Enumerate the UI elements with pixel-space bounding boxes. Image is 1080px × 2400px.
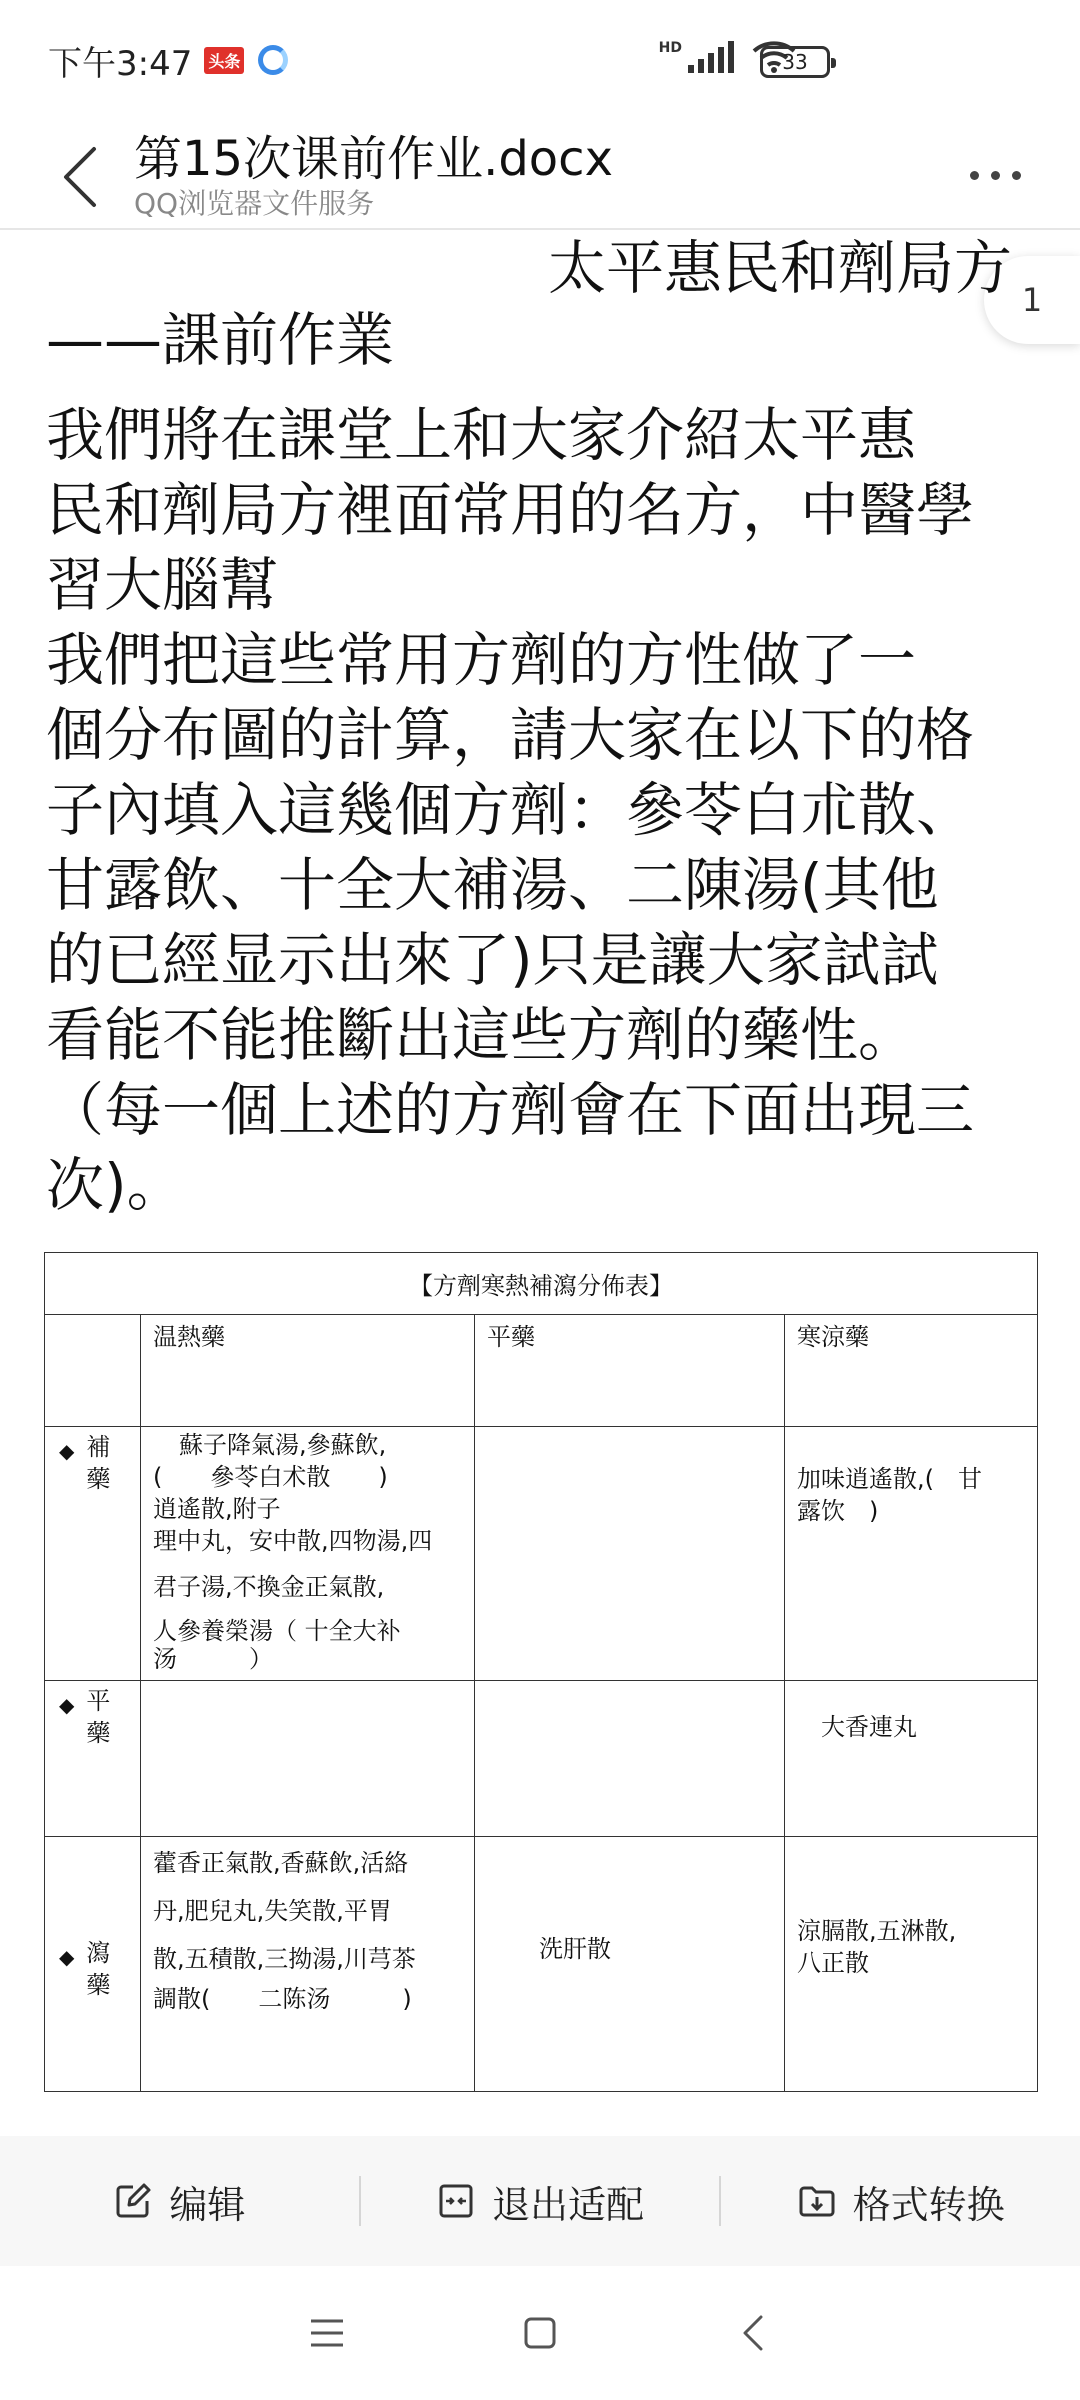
cell-neutral-warm [141,1681,475,1837]
battery-level: 33 [782,50,808,74]
cell-line: ( 參苓白术散 ) [153,1463,388,1491]
cell-line: 調散( 二陈汤 ) [153,1985,412,2013]
cell-line: 人參養榮湯（ 十全大补 [153,1617,401,1645]
format-convert-button[interactable] [721,2136,1080,2266]
doc-title: 太平惠民和劑局方 [547,234,1012,302]
paragraph-line: 個分布圖的計算，請大家在以下的格 [46,701,975,769]
cell-line: 蘇子降氣湯,參蘇飲, [179,1431,387,1459]
paragraph-line: 我們將在課堂上和大家介紹太平惠 [46,401,917,469]
fit-screen-icon [436,2181,476,2221]
column-header-neutral [475,1315,785,1427]
cell-line: 汤 ） [153,1645,273,1673]
exit-fit-button[interactable] [361,2136,720,2266]
app-header [0,120,1080,228]
cell-line: 加味逍遙散,( 甘 [797,1465,982,1493]
back-button[interactable] [40,132,120,222]
column-header-label: 寒涼藥 [797,1323,869,1351]
cell-line: 露饮 ) [797,1497,879,1525]
more-dot-icon [970,171,979,180]
diamond-bullet-icon: ◆ [59,1693,75,1717]
folder-convert-icon [797,2181,837,2221]
status-bar [0,0,1080,120]
menu-nav-button[interactable] [287,2293,367,2373]
signal-icon [659,41,734,73]
bottom-toolbar [0,2136,1080,2266]
cell-tonify-neutral [475,1427,785,1681]
back-nav-button[interactable] [713,2293,793,2373]
table-caption: 【方劑寒熱補瀉分佈表】 [45,1253,1037,1315]
cell-purge-cold [785,1837,1037,2091]
cell-line: 君子湯,不換金正氣散, [153,1573,385,1601]
edit-button[interactable] [0,2136,359,2266]
diamond-bullet-icon: ◆ [59,1439,75,1463]
more-dot-icon [1012,171,1021,180]
system-nav-bar [0,2266,1080,2400]
column-header-label: 温熱藥 [153,1323,225,1351]
news-badge-icon: 头条 [204,47,244,74]
column-header-label: 平藥 [487,1323,535,1351]
paragraph-line: 習大腦幫 [46,551,279,619]
home-square-icon [523,2316,557,2350]
cell-line: 洗肝散 [539,1935,611,1963]
status-time: 下午3:47 [48,43,193,84]
hd-label: HD [658,40,682,56]
table-corner-cell [45,1315,141,1427]
row-label-tonify [45,1427,141,1681]
paragraph-line: 的已經显示出來了)只是讓大家試試 [46,926,939,994]
column-header-cold [785,1315,1037,1427]
cell-line: 散,五積散,三拗湯,川芎茶 [153,1945,416,1973]
file-title: 第15次课前作业.docx [134,131,613,187]
page-indicator[interactable]: 1 [984,256,1080,344]
cell-line: 丹,肥兒丸,失笑散,平胃 [153,1897,392,1925]
menu-icon [309,2318,345,2348]
paragraph-line: 看能不能推斷出這些方劑的藥性。 [46,1001,917,1069]
chevron-left-icon [60,145,100,209]
paragraph-line: 子內填入這幾個方劑：參苓白朮散、 [46,776,975,844]
cell-line: 八正散 [797,1949,869,1977]
row-label-purge [45,1837,141,2091]
row-label-neutral [45,1681,141,1837]
format-convert-label: 格式转换 [852,2182,1005,2227]
diamond-bullet-icon: ◆ [59,1945,75,1969]
cell-line: 涼膈散,五淋散, [797,1917,957,1945]
cell-line: 大香連丸 [821,1713,917,1741]
more-options-button[interactable] [950,150,1040,200]
cell-line: 藿香正氣散,香蘇飲,活絡 [153,1849,409,1877]
paragraph-line: 甘露飲、十全大補湯、二陳湯(其他 [46,851,939,919]
doc-paragraph [46,398,1036,1223]
cell-neutral-cold [785,1681,1037,1837]
home-nav-button[interactable] [500,2293,580,2373]
paragraph-line: 我們把這些常用方劑的方性做了一 [46,626,917,694]
edit-label: 编辑 [169,2182,246,2227]
battery-icon [760,46,830,78]
row-label-text: 平藥 [86,1687,111,1747]
header-divider [0,228,1080,230]
qq-browser-icon [258,45,288,75]
file-source: QQ浏览器文件服务 [134,187,375,220]
cell-tonify-cold [785,1427,1037,1681]
paragraph-line: 次)。 [46,1151,185,1219]
row-label-text: 補藥 [86,1433,111,1493]
cell-neutral-neutral [475,1681,785,1837]
more-dot-icon [991,171,1000,180]
exit-fit-label: 退出适配 [492,2182,645,2227]
formula-distribution-table [44,1252,1038,2092]
doc-subtitle: ——課前作業 [46,306,395,374]
cell-purge-warm [141,1837,475,2091]
document-body [46,232,1036,1223]
back-triangle-icon [741,2314,765,2352]
cell-purge-neutral [475,1837,785,2091]
paragraph-line: 民和劑局方裡面常用的名方，中醫學 [46,476,975,544]
cell-tonify-warm [141,1427,475,1681]
cell-line: 逍遙散,附子 [153,1495,281,1523]
cell-line: 理中丸，安中散,四物湯,四 [153,1527,433,1555]
paragraph-line: （每一個上述的方劑會在下面出現三 [46,1076,975,1144]
column-header-warm [141,1315,475,1427]
edit-icon [113,2181,153,2221]
row-label-text: 瀉藥 [86,1939,111,1999]
